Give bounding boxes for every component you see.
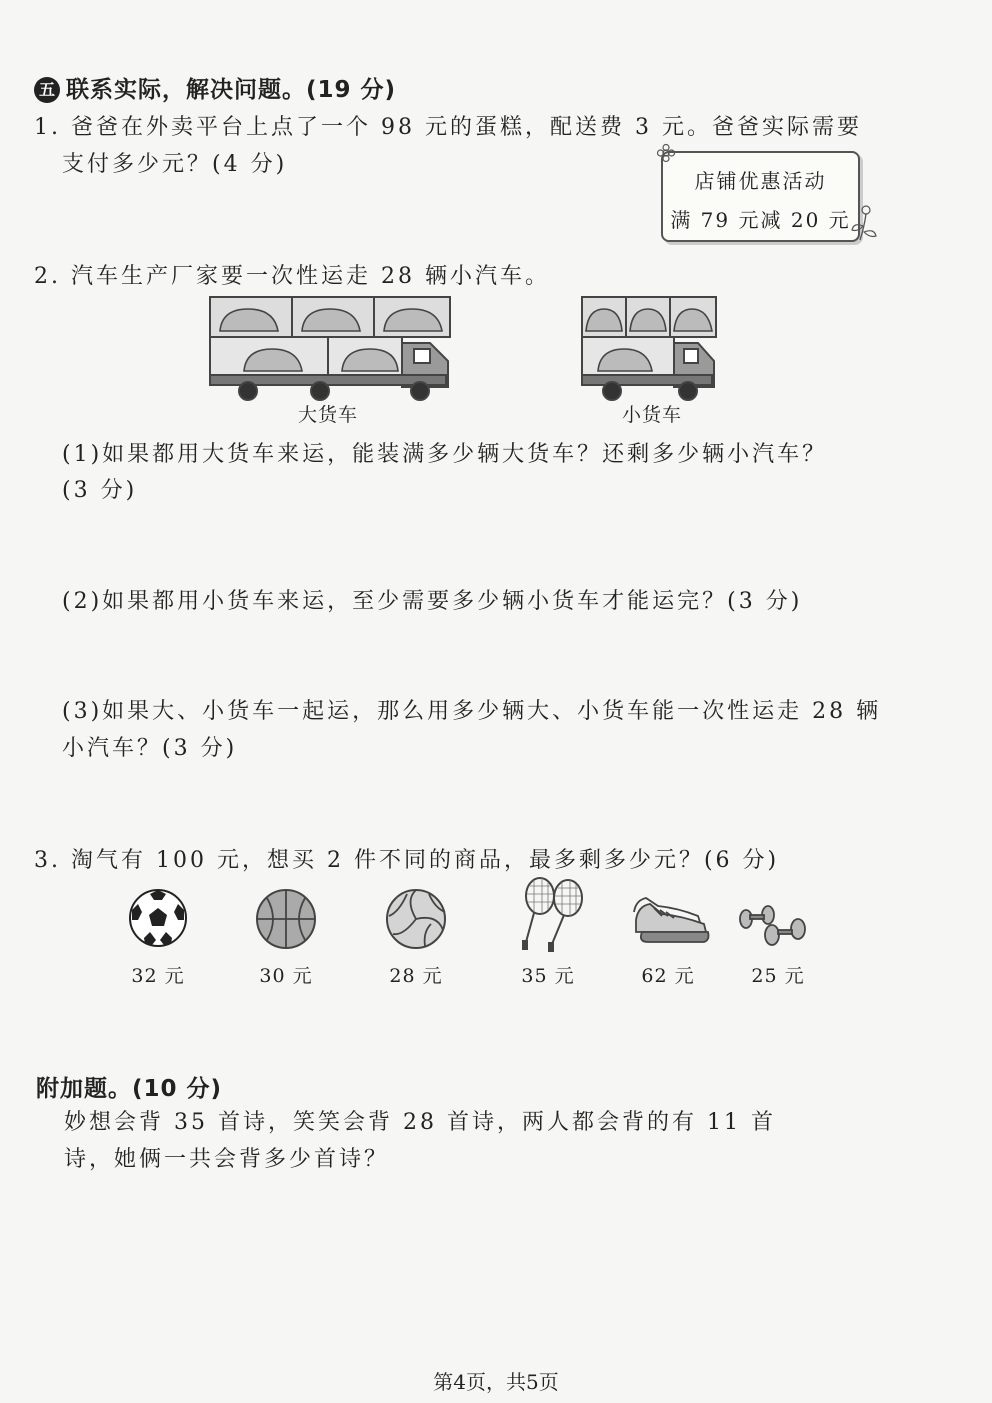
bonus-line1: 妙想会背 35 首诗，笑笑会背 28 首诗，两人都会背的有 11 首 [64,1110,776,1135]
sneakers-icon [632,894,712,944]
q1-line2: 支付多少元？(4 分) [62,152,288,177]
q2-sub3-line1: (3)如果大、小货车一起运，那么用多少辆大、小货车能一次性运走 28 辆 [62,699,882,724]
bonus-title: 附加题。(10 分) [36,1076,223,1102]
badminton-rackets-icon [516,876,590,952]
q3-stem: 3. 淘气有 100 元，想买 2 件不同的商品，最多剩多少元？(6 分) [34,848,780,873]
q2-sub1-line2: (3 分) [62,478,138,503]
flower-icon [656,143,676,163]
big-truck-label: 大货车 [297,404,358,426]
q2-sub3-line2: 小汽车？(3 分) [62,736,238,761]
q2-sub1-line1: (1)如果都用大货车来运，能装满多少辆大货车？还剩多少辆小汽车？ [62,442,828,467]
page-footer: 第4页，共5页 [433,1370,559,1394]
section-header [34,71,396,104]
big-truck-icon [208,295,454,403]
price-basketball: 30 元 [259,965,313,987]
price-dumbbells: 25 元 [751,965,805,987]
basketball-icon [255,888,317,950]
bonus-line2: 诗，她俩一共会背多少首诗？ [64,1147,390,1172]
flower-sprig-icon [846,200,880,246]
promo-detail: 满 79 元减 20 元 [670,208,851,232]
price-badminton: 35 元 [521,965,575,987]
q2-stem: 2. 汽车生产厂家要一次性运走 28 辆小汽车。 [34,264,550,289]
soccer-ball-icon [128,888,188,948]
price-volleyball: 28 元 [389,965,443,987]
dumbbells-icon [738,903,810,947]
small-truck-icon [580,295,720,403]
volleyball-icon [385,888,447,950]
small-truck-label: 小货车 [621,404,682,426]
q1-line1: 1. 爸爸在外卖平台上点了一个 98 元的蛋糕，配送费 3 元。爸爸实际需要 [34,115,862,140]
promo-box [661,151,860,242]
price-sneakers: 62 元 [641,965,695,987]
promo-title: 店铺优惠活动 [694,169,827,193]
section-number-badge: 五 [34,77,60,103]
section-title: 联系实际，解决问题。(19 分) [66,77,397,103]
price-soccer: 32 元 [131,965,185,987]
q2-sub2: (2)如果都用小货车来运，至少需要多少辆小货车才能运完？(3 分) [62,589,803,614]
